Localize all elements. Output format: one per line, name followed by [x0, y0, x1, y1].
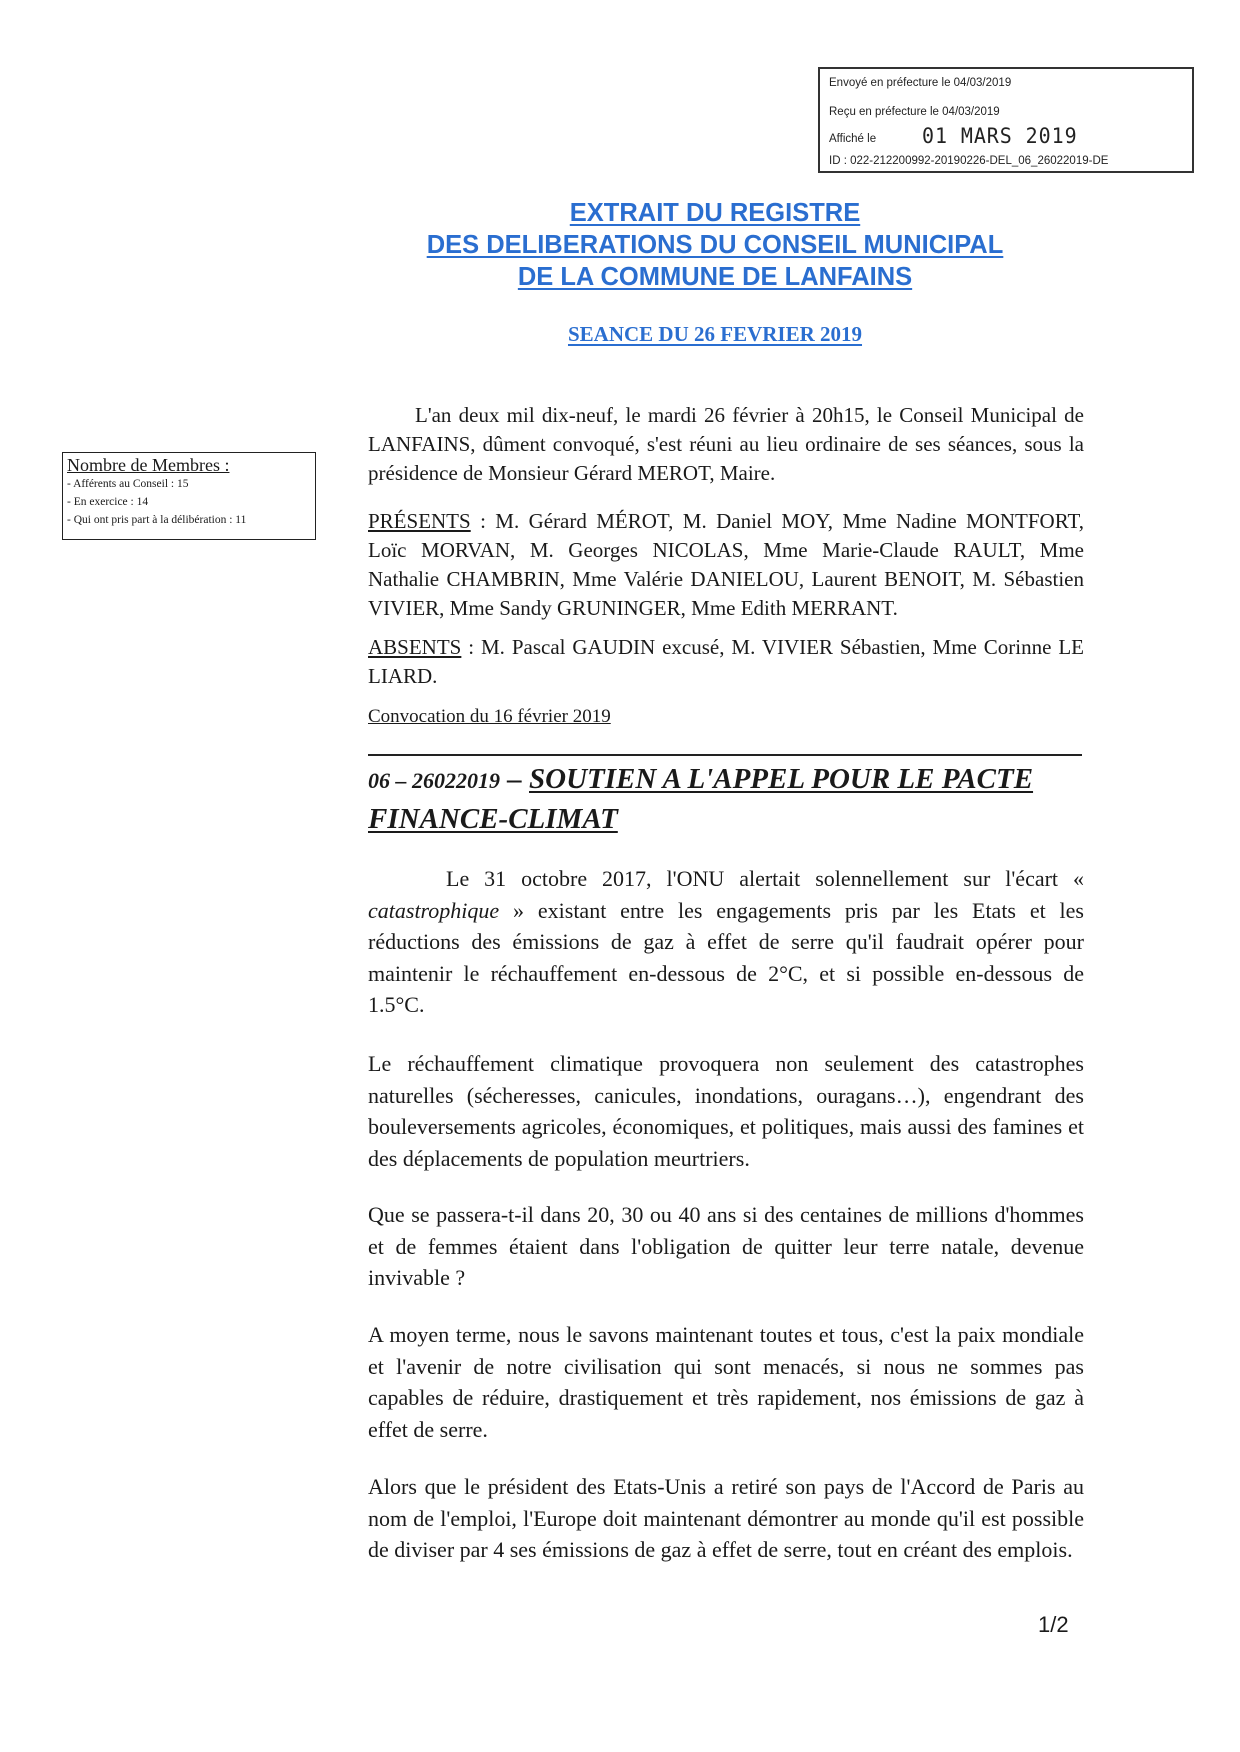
paragraph-peace-threat: A moyen terme, nous le savons maintenant toutes et tous, c'est la paix mondiale et l'avenir de notre civilisation qui sont menacés, si nous ne sommes pas capables de réduire, drastiquement et très rapidement, nos émissions de gaz à effet de serre. — [368, 1322, 1084, 1442]
intro-paragraph: L'an deux mil dix-neuf, le mardi 26 février à 20h15, le Conseil Municipal de LANFAINS, dûment convoqué, s'est réuni au lieu ordinaire de ses séances, sous la présidence de Monsieur Gérard MEROT, Maire. — [368, 403, 1084, 485]
page-number: 1/2 — [1038, 1612, 1069, 1637]
stamp-posted-date: 01 MARS 2019 — [922, 124, 1078, 148]
paragraph-onu-italic: catastrophique — [368, 897, 500, 923]
members-participants: - Qui ont pris part à la délibération : 11 — [67, 514, 247, 526]
stamp-sent-line: Envoyé en préfecture le 04/03/2019 — [829, 77, 1012, 89]
paragraph-onu — [368, 863, 1084, 1021]
stamp-posted-label: Affiché le — [829, 133, 877, 145]
prefecture-stamp — [818, 67, 1194, 173]
title-line-1: EXTRAIT DU REGISTRE — [569, 199, 861, 227]
deliberation-title: SOUTIEN A L'APPEL POUR LE PACTE FINANCE-CLIMAT — [368, 763, 1034, 835]
attendees-paragraph — [368, 507, 1084, 623]
paragraph-climate-impacts: Le réchauffement climatique provoquera non seulement des catastrophes naturelles (sécheresses, canicules, inondations, ouragans…), engendrant des bouleversements agricoles, économiques, et politiques, mais aussi des famines et des déplacements de population meurtriers. — [368, 1051, 1084, 1171]
absentees-list: : M. Pascal GAUDIN excusé, M. VIVIER Sébastien, Mme Corinne LE LIARD. — [368, 635, 1084, 688]
convocation-date: Convocation du 16 février 2019 — [368, 706, 611, 727]
attendees-list: : M. Gérard MÉROT, M. Daniel MOY, Mme Nadine MONTFORT, Loïc MORVAN, M. Georges NICOLAS, Mme Marie-Claude RAULT, Mme Nathalie CHAMBRIN, Mme Valérie DANIELOU, Laurent BENOIT, M. Sébastien VIVIER, Mme Sandy GRUNINGER, Mme Edith MERRANT. — [368, 509, 1084, 620]
stamp-posted-line — [829, 124, 1078, 148]
session-date-heading: SEANCE DU 26 FEVRIER 2019 — [567, 322, 863, 346]
absentees-label: ABSENTS — [368, 635, 462, 659]
deliberation-dash: – — [500, 763, 529, 795]
document-title — [380, 197, 1050, 293]
stamp-id-line: ID : 022-212200992-20190226-DEL_06_26022019-DE — [829, 155, 1109, 167]
paragraph-onu-text-b: » existant entre les engagements pris par les Etats et les réductions des émissions de gaz à effet de serre qu'il faudrait opérer pour maintenir le réchauffement en-dessous de 2°C, et si possible en-dessous de 1.5°C. — [368, 897, 1084, 1017]
paragraph-onu-text-a: Le 31 octobre 2017, l'ONU alertait solennellement sur l'écart « — [446, 866, 1084, 891]
members-count-box — [62, 452, 316, 540]
deliberation-number: 06 – 26022019 — [368, 768, 500, 793]
members-in-office: - En exercice : 14 — [67, 496, 149, 508]
paragraph-future-migration: Que se passera-t-il dans 20, 30 ou 40 ans si des centaines de millions d'hommes et de femmes étaient dans l'obligation de quitter leur terre natale, devenue invivable ? — [368, 1202, 1084, 1290]
paragraph-europe-role: Alors que le président des Etats-Unis a retiré son pays de l'Accord de Paris au nom de l'emploi, l'Europe doit maintenant démontrer au monde qu'il est possible de diviser par 4 ses émissions de gaz à effet de serre, tout en créant des emplois. — [368, 1474, 1084, 1562]
title-line-2: DES DELIBERATIONS DU CONSEIL MUNICIPAL — [426, 231, 1004, 259]
absentees-paragraph — [368, 633, 1084, 691]
attendees-label: PRÉSENTS — [368, 509, 471, 533]
title-line-3: DE LA COMMUNE DE LANFAINS — [517, 263, 913, 291]
stamp-received-line: Reçu en préfecture le 04/03/2019 — [829, 106, 1000, 118]
members-title: Nombre de Membres : — [67, 455, 230, 475]
section-divider — [368, 754, 1082, 756]
deliberation-heading — [368, 760, 1128, 838]
members-afferents: - Afférents au Conseil : 15 — [67, 478, 189, 490]
